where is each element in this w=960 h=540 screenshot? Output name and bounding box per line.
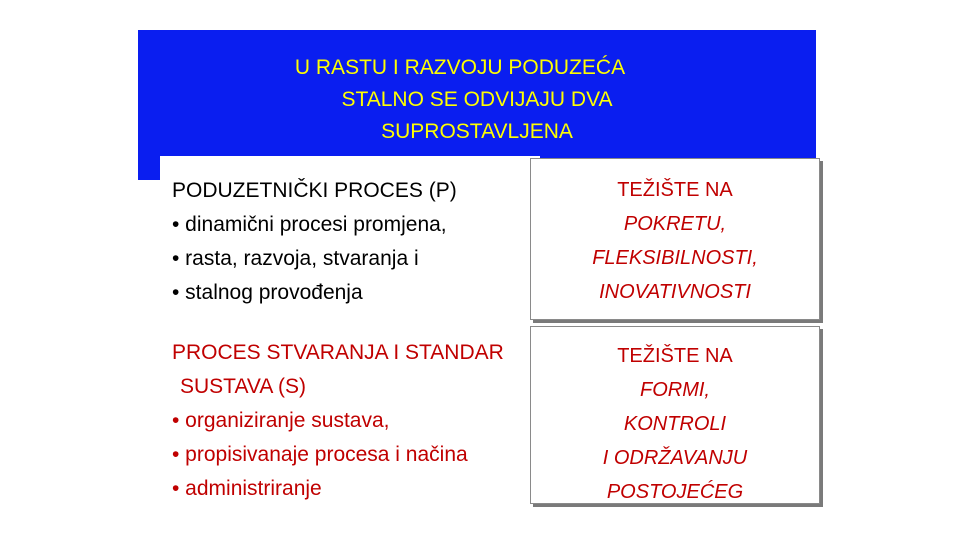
- focus-line: POSTOJEĆEG: [606, 481, 744, 503]
- focus-heading: TEŽIŠTE NA: [617, 179, 733, 201]
- focus-heading: TEŽIŠTE NA: [617, 345, 733, 367]
- focus-line: I ODRŽAVANJU: [602, 447, 748, 469]
- focus-line: KONTROLI: [623, 413, 727, 435]
- list-item: • dinamični procesi promjena,: [172, 213, 447, 236]
- focus-line: FORMI,: [640, 379, 710, 401]
- system-process-title-line-1: PROCES STVARANJA I STANDAR: [172, 341, 504, 364]
- list-item: • stalnog provođenja: [172, 281, 363, 304]
- system-process-title-line-2: SUSTAVA (S): [180, 375, 307, 398]
- list-item: • rasta, razvoja, stvaranja i: [172, 247, 419, 270]
- focus-box-control: [530, 326, 820, 504]
- focus-box-flexibility: [530, 158, 820, 320]
- entrepreneurial-process-block: [172, 174, 457, 310]
- banner-line-3: SUPROSTAVLJENA: [381, 120, 573, 143]
- banner-line-1: U RASTU I RAZVOJU PODUZEĆA: [294, 56, 626, 79]
- focus-line: INOVATIVNOSTI: [599, 281, 751, 303]
- banner-title: [138, 52, 816, 148]
- banner-line-2: STALNO SE ODVIJAJU DVA: [341, 88, 613, 111]
- list-item: • organiziranje sustava,: [172, 409, 390, 432]
- system-process-block: [172, 336, 504, 506]
- list-item: • propisivanaje procesa i načina: [172, 443, 468, 466]
- entrepreneurial-process-title: PODUZETNIČKI PROCES (P): [172, 179, 457, 202]
- focus-line: POKRETU,: [623, 213, 727, 235]
- list-item: • administriranje: [172, 477, 322, 500]
- focus-line: FLEKSIBILNOSTI,: [592, 247, 758, 269]
